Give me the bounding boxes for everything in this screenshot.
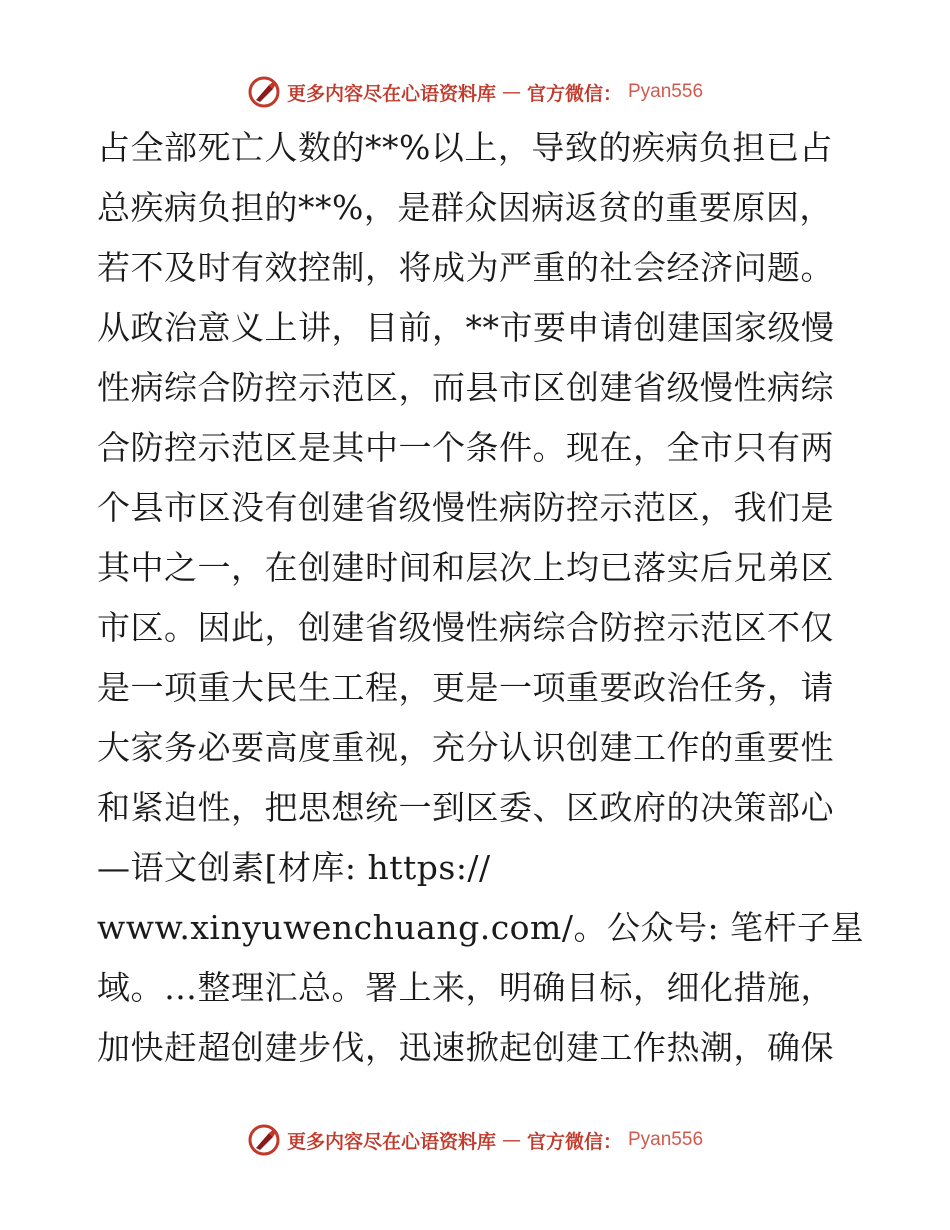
banner-main-text: 更多内容尽在心语资料库 bbox=[286, 1130, 496, 1153]
banner-separator: — bbox=[501, 81, 521, 103]
body-line: 占全部死亡人数的**%以上，导致的疾病负担已占 bbox=[97, 128, 833, 167]
body-line: 合防控示范区是其中一个条件。现在，全市只有两 bbox=[97, 428, 834, 467]
header-banner bbox=[0, 72, 950, 112]
body-line: —语文创素[材库: https:// bbox=[97, 848, 491, 887]
body-line: 域。…整理汇总。署上来，明确目标，细化措施， bbox=[97, 968, 834, 1007]
body-line: 大家务必要高度重视，充分认识创建工作的重要性 bbox=[97, 728, 834, 767]
banner-main-text: 更多内容尽在心语资料库 bbox=[286, 82, 496, 105]
body-line: 加快赶超创建步伐，迅速掀起创建工作热潮，确保 bbox=[97, 1028, 834, 1067]
document-body bbox=[97, 118, 865, 1078]
banner-wechat-id: Pyan556 bbox=[628, 1129, 704, 1150]
body-line: www.xinyuwenchuang.com/。公众号: 笔杆子星 bbox=[97, 908, 865, 947]
body-line: 其中之一，在创建时间和层次上均已落实后兄弟区 bbox=[97, 548, 834, 587]
body-line: 个县市区没有创建省级慢性病防控示范区，我们是 bbox=[97, 488, 834, 527]
footer-banner bbox=[0, 1120, 950, 1160]
body-line: 总疾病负担的**%，是群众因病返贫的重要原因， bbox=[97, 188, 833, 227]
pen-nib-circle-icon bbox=[247, 75, 281, 109]
banner-separator: — bbox=[501, 1129, 521, 1151]
body-line: 和紧迫性，把思想统一到区委、区政府的决策部心 bbox=[97, 788, 834, 827]
body-line: 是一项重大民生工程，更是一项重要政治任务，请 bbox=[97, 668, 834, 707]
pen-nib-circle-icon bbox=[247, 1123, 281, 1157]
body-line: 市区。因此，创建省级慢性病综合防控示范区不仅 bbox=[97, 608, 834, 647]
banner-wechat-label: 官方微信： bbox=[526, 82, 622, 105]
body-line: 性病综合防控示范区，而县市区创建省级慢性病综 bbox=[97, 368, 834, 407]
body-line: 从政治意义上讲，目前，**市要申请创建国家级慢 bbox=[97, 308, 835, 347]
banner-wechat-id: Pyan556 bbox=[628, 81, 704, 102]
banner-wechat-label: 官方微信： bbox=[526, 1130, 622, 1153]
body-line: 若不及时有效控制，将成为严重的社会经济问题。 bbox=[97, 248, 834, 287]
